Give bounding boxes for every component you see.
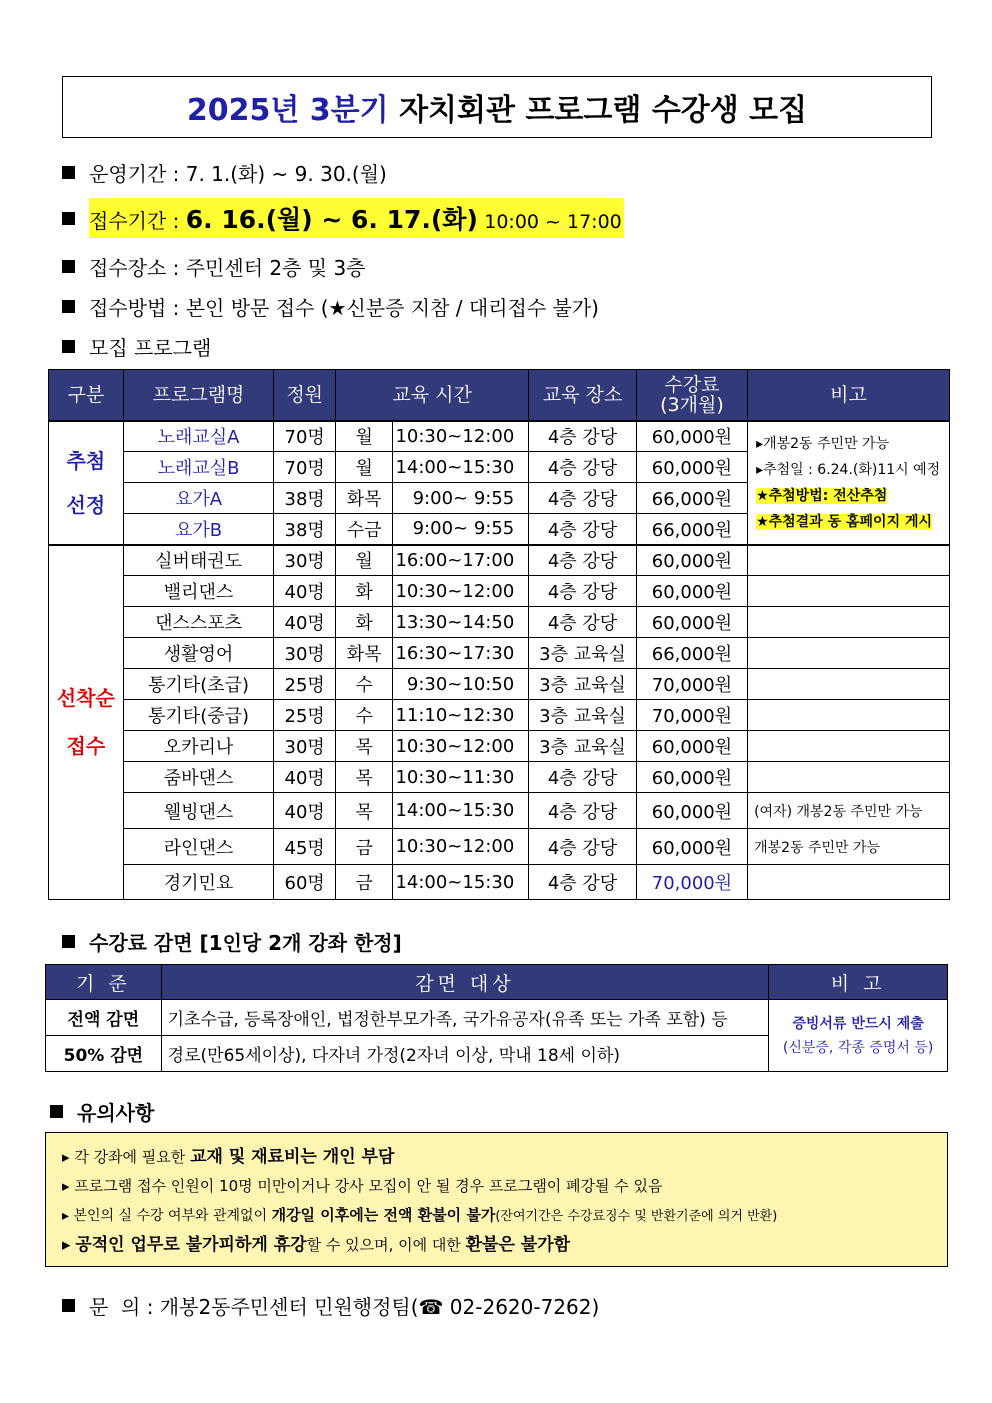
- time: 9:00~ 9:55: [393, 514, 529, 545]
- table-row: [49, 638, 950, 669]
- time: 16:30~17:30: [393, 638, 529, 669]
- capacity: 40명: [274, 793, 336, 829]
- table-row: [49, 829, 950, 865]
- table-row: [49, 700, 950, 731]
- day: 목: [335, 731, 393, 762]
- contact-line: [62, 1291, 599, 1320]
- time: 10:30~12:00: [393, 576, 529, 607]
- time: 10:30~12:00: [393, 829, 529, 865]
- time: 9:00~ 9:55: [393, 483, 529, 514]
- time: 9:30~10:50: [393, 669, 529, 700]
- discount-label: 전액 감면: [46, 1000, 162, 1036]
- program-name: 댄스스포츠: [123, 607, 274, 638]
- place: 4층 강당: [529, 545, 637, 576]
- program-name: 요가A: [123, 483, 274, 514]
- discount-target: 기초수급, 등록장애인, 법정한부모가족, 국가유공자(유족 또는 가족 포함) 등: [161, 1000, 769, 1036]
- place: 4층 강당: [529, 421, 637, 452]
- capacity: 30명: [274, 638, 336, 669]
- day: 월: [335, 452, 393, 483]
- capacity: 25명: [274, 669, 336, 700]
- programs-heading: 모집 프로그램: [89, 336, 212, 360]
- place-text: 접수장소 : 주민센터 2층 및 3층: [89, 256, 366, 280]
- reception-label: 접수기간 :: [89, 209, 180, 233]
- notice-item: [62, 1231, 935, 1260]
- day: 수: [335, 669, 393, 700]
- fee: 60,000원: [636, 731, 747, 762]
- time: 14:00~15:30: [393, 793, 529, 829]
- day: 화: [335, 576, 393, 607]
- title-year-quarter: 2025년 3분기: [186, 93, 389, 128]
- fee: 60,000원: [636, 829, 747, 865]
- header-ref: 비 고: [769, 965, 948, 1000]
- square-bullet-icon: [62, 340, 75, 353]
- place: 4층 강당: [529, 514, 637, 545]
- capacity: 30명: [274, 731, 336, 762]
- capacity: 30명: [274, 545, 336, 576]
- info-reception: [62, 198, 624, 238]
- notice-text: 프로그램 접수 인원이 10명 미만이거나 강사 모집이 안 될 경우 프로그램이 폐강될 수 있음: [74, 1177, 663, 1195]
- notice-bold: 개강일 이후에는 전액 환불이 불가: [271, 1206, 496, 1224]
- note: [748, 865, 950, 900]
- time: 10:30~11:30: [393, 762, 529, 793]
- category-first-come-line2: 접수: [66, 734, 106, 759]
- table-row: [49, 545, 950, 576]
- day: 화: [335, 607, 393, 638]
- triangle-bullet-icon: ▸: [62, 1148, 70, 1166]
- notice-text: 할 수 있으며, 이에 대한: [306, 1236, 461, 1254]
- triangle-bullet-icon: ▸: [62, 1208, 70, 1224]
- header-fee-line2: (3개월): [660, 393, 724, 416]
- note: (여자) 개봉2동 주민만 가능: [748, 793, 950, 829]
- info-programs-heading: [62, 332, 211, 361]
- place: 4층 강당: [529, 829, 637, 865]
- table-row: [49, 576, 950, 607]
- time: 11:10~12:30: [393, 700, 529, 731]
- category-first-come-line1: 선착순: [56, 686, 115, 711]
- note: [748, 700, 950, 731]
- fee: 66,000원: [636, 638, 747, 669]
- note: [748, 731, 950, 762]
- note: [748, 576, 950, 607]
- discount-target: 경로(만65세이상), 다자녀 가정(2자녀 이상, 막내 18세 이하): [161, 1036, 769, 1072]
- info-method: [62, 292, 599, 321]
- lottery-note-line: ▸개봉2동 주민만 가능: [756, 435, 890, 452]
- program-name: 라인댄스: [123, 829, 274, 865]
- header-time: 교육 시간: [335, 370, 528, 421]
- program-name: 실버태권도: [123, 545, 274, 576]
- time: 10:30~12:00: [393, 731, 529, 762]
- notice-item: [62, 1172, 935, 1201]
- note: [748, 607, 950, 638]
- day: 금: [335, 865, 393, 900]
- place: 3층 교육실: [529, 669, 637, 700]
- table-row: [49, 421, 950, 452]
- table-row: [46, 1000, 948, 1036]
- capacity: 40명: [274, 607, 336, 638]
- time: 10:30~12:00: [393, 421, 529, 452]
- day: 월: [335, 421, 393, 452]
- fee: 60,000원: [636, 793, 747, 829]
- program-name: 노래교실A: [123, 421, 274, 452]
- page-title: [187, 85, 807, 129]
- reception-highlight: [89, 198, 624, 238]
- place: 3층 교육실: [529, 638, 637, 669]
- place: 4층 강당: [529, 865, 637, 900]
- notes-heading-line: [50, 1097, 154, 1126]
- header-program: 프로그램명: [123, 370, 274, 421]
- capacity: 38명: [274, 483, 336, 514]
- program-name: 웰빙댄스: [123, 793, 274, 829]
- fee: 60,000원: [636, 607, 747, 638]
- fee: 60,000원: [636, 421, 747, 452]
- note: [748, 762, 950, 793]
- notice-box: [45, 1132, 948, 1267]
- capacity: 40명: [274, 576, 336, 607]
- day: 수금: [335, 514, 393, 545]
- note: [748, 638, 950, 669]
- program-name: 오카리나: [123, 731, 274, 762]
- table-row: [49, 607, 950, 638]
- fee: 60,000원: [636, 545, 747, 576]
- program-name: 밸리댄스: [123, 576, 274, 607]
- table-row: [49, 669, 950, 700]
- time: 16:00~17:00: [393, 545, 529, 576]
- discount-heading-line: [62, 927, 402, 956]
- category-lottery-line2: 선정: [66, 492, 106, 517]
- program-name: 생활영어: [123, 638, 274, 669]
- square-bullet-icon: [62, 1299, 75, 1312]
- notice-text: (잔여기간은 수강료징수 및 반환기준에 의거 반환): [495, 1209, 778, 1224]
- fee: 60,000원: [636, 762, 747, 793]
- capacity: 45명: [274, 829, 336, 865]
- square-bullet-icon: [62, 212, 75, 225]
- discount-ref-line2: (신분증, 각종 증명서 등): [782, 1039, 934, 1056]
- day: 수: [335, 700, 393, 731]
- notes-heading: 유의사항: [77, 1101, 155, 1125]
- fee: 66,000원: [636, 514, 747, 545]
- fee: 70,000원: [636, 669, 747, 700]
- program-name: 노래교실B: [123, 452, 274, 483]
- reception-time: 10:00 ~ 17:00: [484, 211, 622, 233]
- day: 금: [335, 829, 393, 865]
- discount-table-header: [46, 965, 948, 1000]
- capacity: 60명: [274, 865, 336, 900]
- fee: 60,000원: [636, 576, 747, 607]
- day: 월: [335, 545, 393, 576]
- time: 14:00~15:30: [393, 452, 529, 483]
- notice-text: 각 강좌에 필요한: [74, 1148, 186, 1166]
- header-criteria: 기 준: [46, 965, 162, 1000]
- square-bullet-icon: [62, 260, 75, 273]
- header-target: 감면 대상: [161, 965, 769, 1000]
- header-fee: [636, 370, 747, 421]
- discount-table: [45, 964, 948, 1072]
- header-note: 비고: [748, 370, 950, 421]
- lottery-note-line: ★추첨방법: 전산추첨: [756, 487, 888, 504]
- category-lottery: [49, 421, 124, 545]
- notice-text: 본인의 실 수강 여부와 관계없이: [73, 1208, 268, 1224]
- notice-item: [62, 1143, 935, 1172]
- program-name: 통기타(중급): [123, 700, 274, 731]
- method-text: 접수방법 : 본인 방문 접수 (★신분증 지참 / 대리접수 불가): [89, 296, 599, 320]
- place: 4층 강당: [529, 576, 637, 607]
- day: 목: [335, 793, 393, 829]
- fee: 70,000원: [636, 700, 747, 731]
- info-place: [62, 252, 366, 281]
- title-rest: 자치회관 프로그램 수강생 모집: [399, 93, 808, 128]
- square-bullet-icon: [62, 300, 75, 313]
- reception-dates: 6. 16.(월) ~ 6. 17.(화): [185, 205, 478, 234]
- notice-bold: 교재 및 재료비는 개인 부담: [190, 1147, 395, 1167]
- title-box: [62, 76, 932, 138]
- header-category: 구분: [49, 370, 124, 421]
- table-row: [49, 865, 950, 900]
- program-table-header: [49, 370, 950, 421]
- square-bullet-icon: [50, 1105, 63, 1118]
- note: [748, 669, 950, 700]
- fee: 60,000원: [636, 452, 747, 483]
- time: 14:00~15:30: [393, 865, 529, 900]
- time: 13:30~14:50: [393, 607, 529, 638]
- notice-bold: 공적인 업무로 불가피하게 휴강: [75, 1235, 307, 1255]
- table-row: [49, 793, 950, 829]
- program-name: 줌바댄스: [123, 762, 274, 793]
- capacity: 70명: [274, 452, 336, 483]
- fee: 66,000원: [636, 483, 747, 514]
- notice-item: [62, 1201, 935, 1231]
- discount-ref: [769, 1000, 948, 1072]
- lottery-note-line: ▸추첨일 : 6.24.(화)11시 예정: [756, 461, 941, 478]
- day: 화목: [335, 483, 393, 514]
- discount-heading: 수강료 감면 [1인당 2개 강좌 한정]: [89, 931, 402, 955]
- notice-bold: 환불은 불가함: [465, 1235, 571, 1255]
- lottery-note: [748, 421, 950, 545]
- info-period: [62, 158, 387, 187]
- discount-ref-line1: 증빙서류 반드시 제출: [792, 1015, 924, 1032]
- period-text: 운영기간 : 7. 1.(화) ~ 9. 30.(월): [89, 162, 387, 186]
- place: 4층 강당: [529, 793, 637, 829]
- square-bullet-icon: [62, 935, 75, 948]
- lottery-note-line: ★추첨결과 동 홈페이지 게시: [756, 513, 933, 530]
- capacity: 25명: [274, 700, 336, 731]
- table-row: [49, 762, 950, 793]
- place: 4층 강당: [529, 452, 637, 483]
- category-first-come: [49, 545, 124, 900]
- capacity: 38명: [274, 514, 336, 545]
- place: 4층 강당: [529, 607, 637, 638]
- capacity: 70명: [274, 421, 336, 452]
- capacity: 40명: [274, 762, 336, 793]
- program-name: 경기민요: [123, 865, 274, 900]
- category-lottery-line1: 추첨: [66, 448, 106, 473]
- program-name: 요가B: [123, 514, 274, 545]
- place: 4층 강당: [529, 762, 637, 793]
- header-capacity: 정원: [274, 370, 336, 421]
- discount-label: 50% 감면: [46, 1036, 162, 1072]
- day: 화목: [335, 638, 393, 669]
- square-bullet-icon: [62, 166, 75, 179]
- place: 3층 교육실: [529, 731, 637, 762]
- note: 개봉2동 주민만 가능: [748, 829, 950, 865]
- header-fee-line1: 수강료: [664, 373, 720, 396]
- fee: 70,000원: [636, 865, 747, 900]
- header-place: 교육 장소: [529, 370, 637, 421]
- place: 4층 강당: [529, 483, 637, 514]
- contact-text: 문 의 : 개봉2동주민센터 민원행정팀(☎ 02-2620-7262): [89, 1295, 600, 1319]
- day: 목: [335, 762, 393, 793]
- program-table: [48, 369, 950, 900]
- triangle-bullet-icon: ▸: [62, 1177, 70, 1195]
- program-name: 통기타(초급): [123, 669, 274, 700]
- note: [748, 545, 950, 576]
- place: 3층 교육실: [529, 700, 637, 731]
- table-row: [49, 731, 950, 762]
- triangle-bullet-icon: ▸: [62, 1235, 71, 1255]
